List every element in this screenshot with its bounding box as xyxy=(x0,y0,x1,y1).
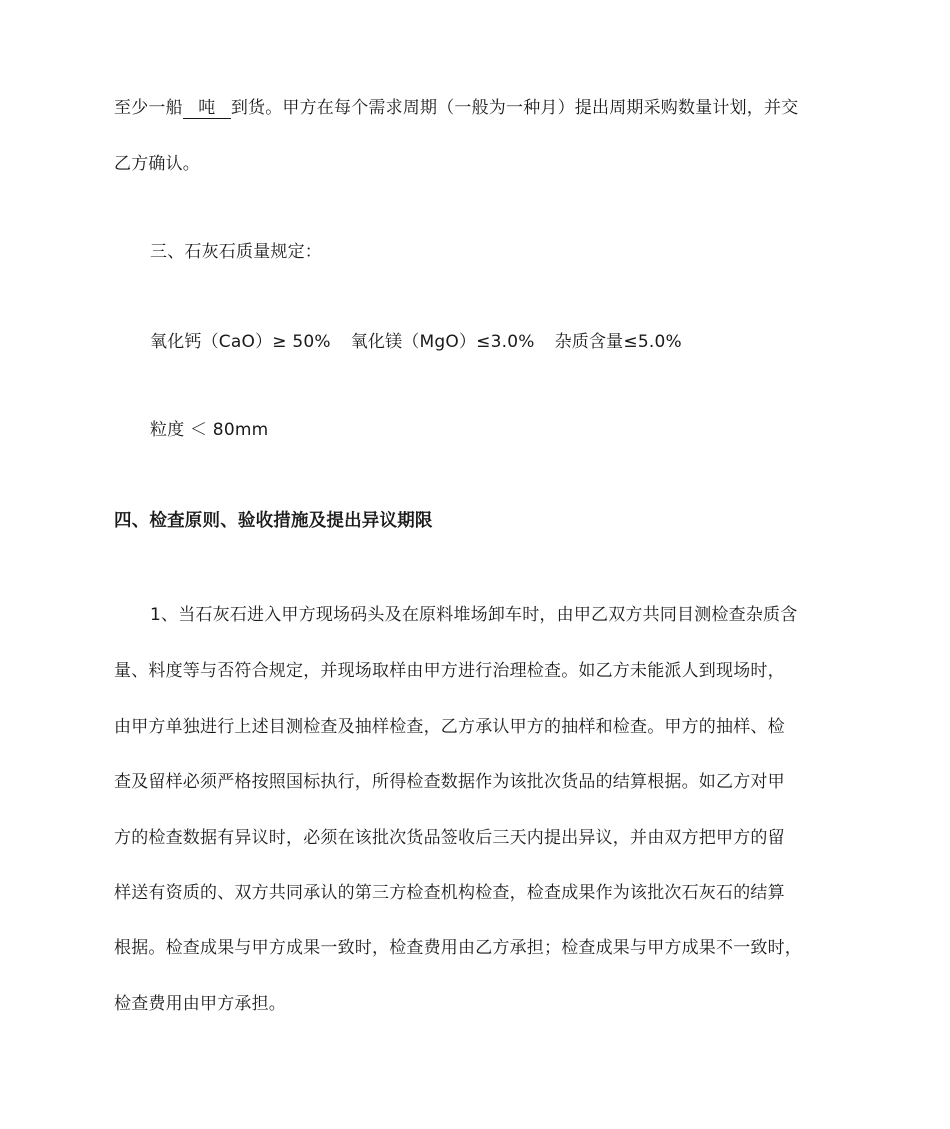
inspection-paragraph-line: 样送有资质的、双方共同承认的第三方检查机构检查，检查成果作为该批次石灰石的结算 xyxy=(114,883,785,903)
tonnage-blank: 吨 xyxy=(183,98,231,119)
supply-text-after-blank: 到货。甲方在每个需求周期（一般为一种月）提出周期采购数量计划，并交 xyxy=(230,98,799,118)
quality-section-title: 三、石灰石质量规定： xyxy=(150,242,322,262)
inspection-paragraph-line: 量、料度等与否符合规定，并现场取样由甲方进行治理检查。如乙方未能派人到现场时， xyxy=(114,661,785,681)
mgo-spec: 氧化镁（MgO）≤3.0% xyxy=(350,332,535,352)
impurity-spec: 杂质含量≤5.0% xyxy=(554,332,682,352)
inspection-section-title: 四、检查原则、验收措施及提出异议期限 xyxy=(114,511,433,531)
inspection-paragraph-line: 由甲方单独进行上述目测检查及抽样检查，乙方承认甲方的抽样和检查。甲方的抽样、检 xyxy=(114,717,785,737)
supply-paragraph-line-1 xyxy=(114,96,798,120)
cao-spec: 氧化钙（CaO）≥ 50% xyxy=(150,332,331,352)
inspection-paragraph-line: 检查费用由甲方承担。 xyxy=(114,994,286,1014)
inspection-paragraph-line: 1、当石灰石进入甲方现场码头及在原料堆场卸车时，由甲乙双方共同目测检查杂质含 xyxy=(150,605,798,625)
supply-paragraph-line-2: 乙方确认。 xyxy=(114,154,200,174)
chemical-spec-line xyxy=(150,330,682,354)
inspection-paragraph-line: 根据。检查成果与甲方成果一致时，检查费用由乙方承担；检查成果与甲方成果不一致时， xyxy=(114,938,802,958)
supply-text-before-blank: 至少一船 xyxy=(114,98,183,118)
inspection-paragraph-line: 查及留样必须严格按照国标执行，所得检查数据作为该批次货品的结算根据。如乙方对甲 xyxy=(114,772,785,792)
granularity-spec: 粒度 ＜ 80mm xyxy=(150,420,269,440)
inspection-paragraph-line: 方的检查数据有异议时，必须在该批次货品签收后三天内提出异议，并由双方把甲方的留 xyxy=(114,828,785,848)
